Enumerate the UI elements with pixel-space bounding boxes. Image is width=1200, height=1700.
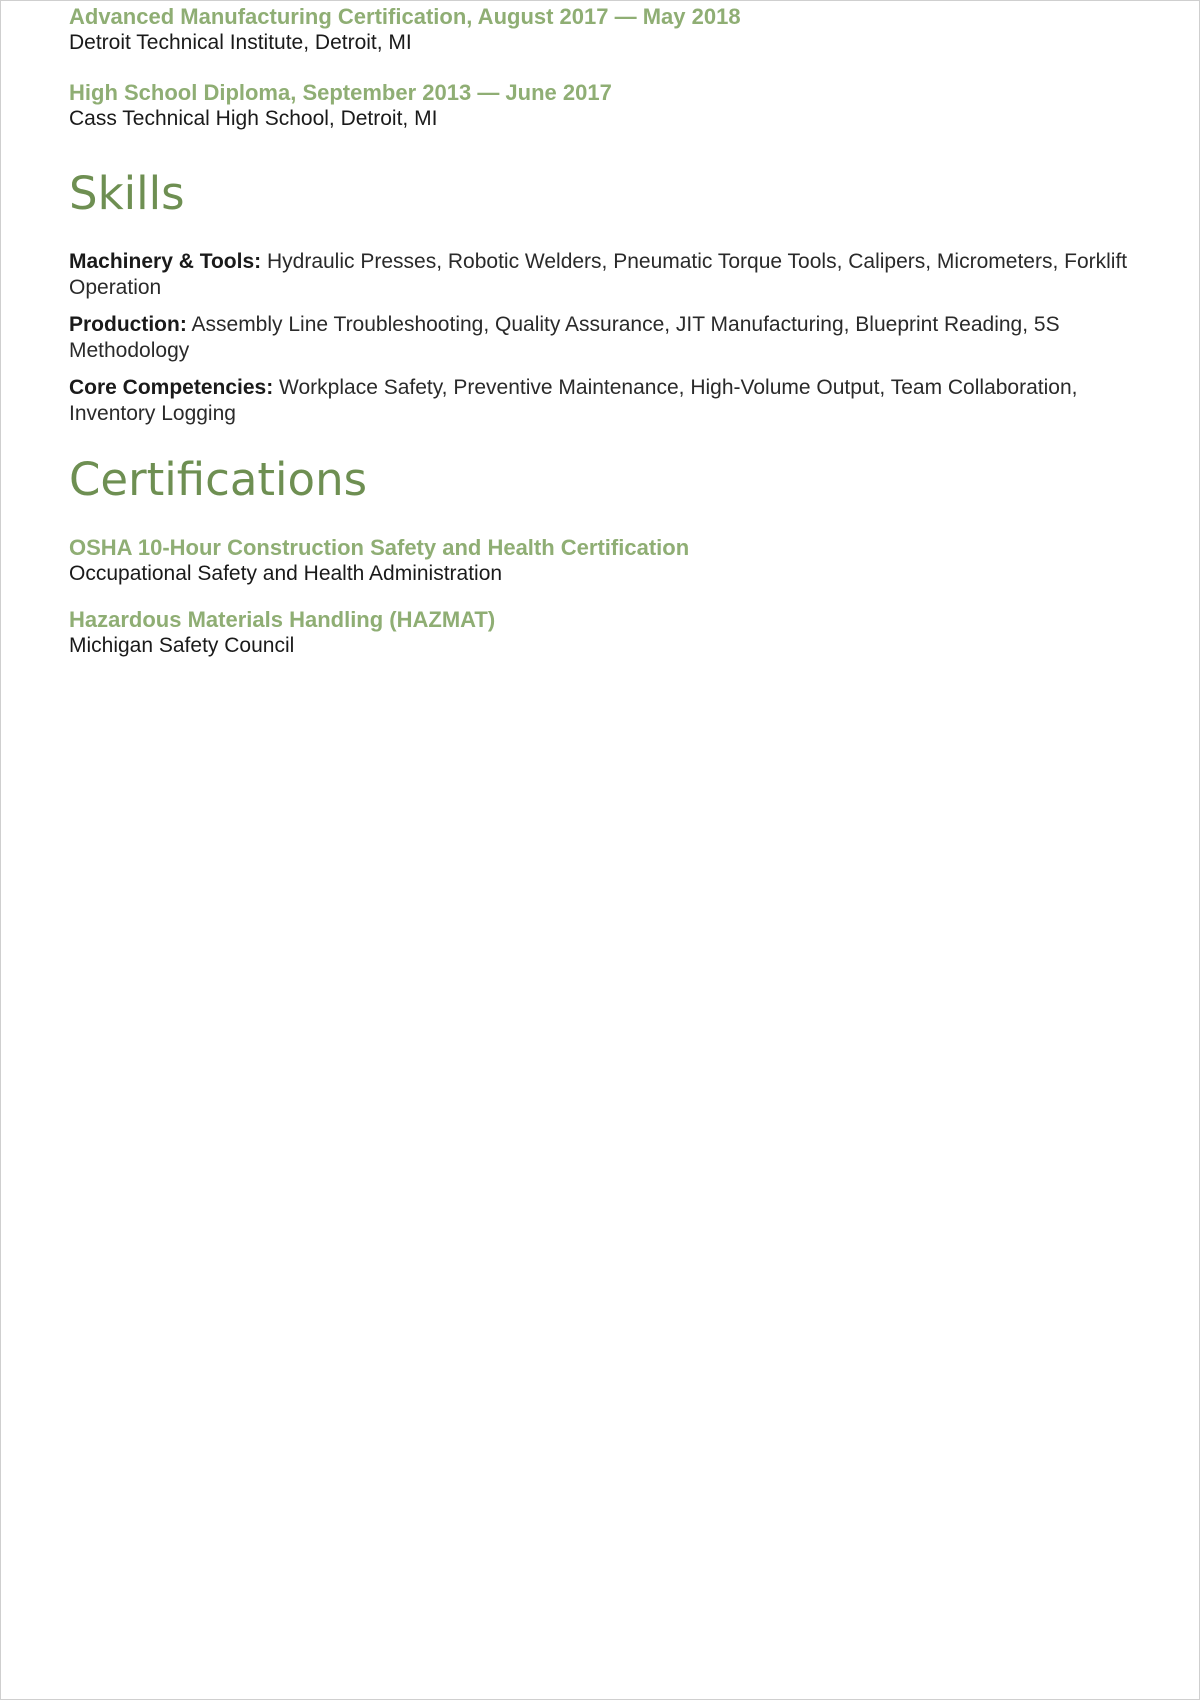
- education-entry: [69, 80, 1139, 132]
- skills-list: [69, 249, 1139, 427]
- education-title: High School Diploma, September 2013 — June 2017: [69, 80, 612, 105]
- resume-content: [69, 1, 1139, 679]
- education-list: [69, 1, 1139, 132]
- skill-text: Hydraulic Presses, Robotic Welders, Pneumatic Torque Tools, Calipers, Micrometers, Forklift Operation: [69, 250, 1128, 299]
- skill-label: Machinery & Tools:: [69, 250, 262, 273]
- certifications-list: [69, 535, 1139, 659]
- skill-text: Workplace Safety, Preventive Maintenance, High-Volume Output, Team Collaboration, Inventory Logging: [69, 376, 1078, 425]
- skill-row: [69, 312, 1139, 364]
- certification-issuer: Michigan Safety Council: [69, 634, 295, 657]
- skill-label: Core Competencies:: [69, 376, 274, 399]
- skill-row: [69, 375, 1139, 427]
- certification-entry: [69, 607, 1139, 659]
- skill-text: Assembly Line Troubleshooting, Quality Assurance, JIT Manufacturing, Blueprint Reading, 5S Methodology: [69, 313, 1060, 362]
- certification-entry: [69, 535, 1139, 587]
- education-entry: [69, 1, 1139, 56]
- certification-title: OSHA 10-Hour Construction Safety and Health Certification: [69, 535, 690, 560]
- certification-title: Hazardous Materials Handling (HAZMAT): [69, 607, 496, 632]
- skill-row: [69, 249, 1139, 301]
- certification-issuer: Occupational Safety and Health Administration: [69, 562, 503, 585]
- education-title: Advanced Manufacturing Certification, August 2017 — May 2018: [69, 4, 741, 29]
- skill-label: Production:: [69, 313, 187, 336]
- certifications-heading: Certifications: [69, 453, 368, 506]
- skills-heading: Skills: [69, 167, 185, 220]
- education-institution: Detroit Technical Institute, Detroit, MI: [69, 31, 412, 54]
- education-institution: Cass Technical High School, Detroit, MI: [69, 107, 438, 130]
